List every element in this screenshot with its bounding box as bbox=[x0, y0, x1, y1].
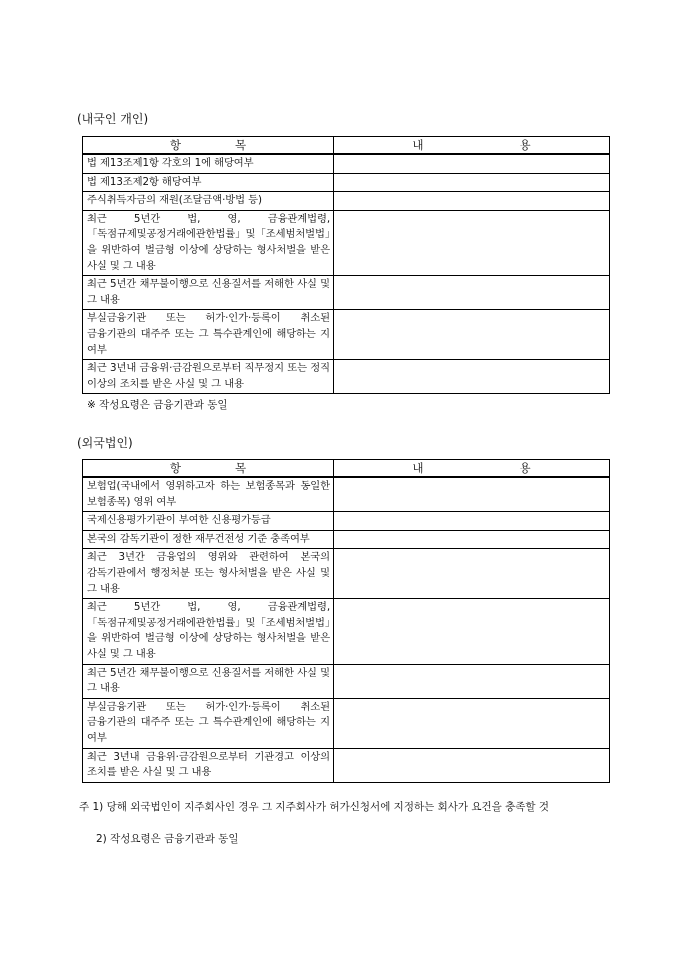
content-column-header bbox=[334, 460, 610, 478]
value-cell[interactable] bbox=[334, 698, 610, 748]
table-row bbox=[83, 310, 610, 360]
value-cell[interactable] bbox=[334, 530, 610, 549]
table-row bbox=[83, 276, 610, 310]
item-column-header bbox=[83, 137, 334, 155]
table-row bbox=[83, 748, 610, 782]
table-row bbox=[83, 154, 610, 173]
header-char: 목 bbox=[235, 138, 247, 152]
table-row bbox=[83, 549, 610, 599]
value-cell[interactable] bbox=[334, 512, 610, 531]
item-cell: 국제신용평가기관이 부여한 신용평가등급 bbox=[83, 512, 334, 531]
item-cell: 법 제13조제2항 해당여부 bbox=[83, 173, 334, 192]
value-cell[interactable] bbox=[334, 599, 610, 664]
header-char: 용 bbox=[519, 461, 531, 475]
item-cell: 최근 5년간 법, 영, 금융관계법령,「독점규제및공정거래에관한법률」및「조세범처벌법」을 위반하여 벌금형 이상에 상당하는 형사처벌을 받은 사실 및 그 내용 bbox=[83, 599, 334, 664]
table-row bbox=[83, 664, 610, 698]
value-cell[interactable] bbox=[334, 210, 610, 275]
item-cell: 최근 5년간 채무불이행으로 신용질서를 저해한 사실 및 그 내용 bbox=[83, 664, 334, 698]
table-row bbox=[83, 530, 610, 549]
table-row bbox=[83, 360, 610, 394]
table-row bbox=[83, 210, 610, 275]
item-cell: 최근 5년간 법, 영, 금융관계법령,「독점규제및공정거래에관한법률」및「조세범처벌법」을 위반하여 벌금형 이상에 상당하는 형사처벌을 받은 사실 및 그 내용 bbox=[83, 210, 334, 275]
value-cell[interactable] bbox=[334, 664, 610, 698]
foreign-note-2: 2) 작성요령은 금융기관과 동일 bbox=[96, 833, 239, 845]
table-row bbox=[83, 599, 610, 664]
header-char: 목 bbox=[235, 461, 247, 475]
item-cell: 최근 3년내 금융위·금감원으로부터 직무정지 또는 정직 이상의 조치를 받은 사실 및 그 내용 bbox=[83, 360, 334, 394]
value-cell[interactable] bbox=[334, 549, 610, 599]
foreign-section-title: (외국법인) bbox=[77, 436, 133, 450]
item-cell: 최근 3년간 금융업의 영위와 관련하여 본국의 감독기관에서 행정처분 또는 형사처벌을 받은 사실 및 그 내용 bbox=[83, 549, 334, 599]
item-cell: 본국의 감독기관이 정한 재무건전성 기준 충족여부 bbox=[83, 530, 334, 549]
value-cell[interactable] bbox=[334, 477, 610, 512]
header-char: 용 bbox=[519, 138, 531, 152]
header-char: 항 bbox=[169, 138, 181, 152]
domestic-table bbox=[82, 136, 610, 394]
header-char: 내 bbox=[412, 138, 424, 152]
content-column-header bbox=[334, 137, 610, 155]
value-cell[interactable] bbox=[334, 276, 610, 310]
domestic-section-title: (내국인 개인) bbox=[77, 112, 149, 126]
value-cell[interactable] bbox=[334, 173, 610, 192]
value-cell[interactable] bbox=[334, 748, 610, 782]
item-cell: 보험업(국내에서 영위하고자 하는 보험종목과 동일한 보험종목) 영위 여부 bbox=[83, 477, 334, 512]
domestic-note: ※ 작성요령은 금융기관과 동일 bbox=[87, 399, 228, 411]
table-row bbox=[83, 192, 610, 211]
value-cell[interactable] bbox=[334, 192, 610, 211]
item-cell: 부실금융기관 또는 허가·인가·등록이 취소된 금융기관의 대주주 또는 그 특수관계인에 해당하는 지 여부 bbox=[83, 698, 334, 748]
foreign-table bbox=[82, 459, 610, 783]
table-row bbox=[83, 698, 610, 748]
table-row bbox=[83, 477, 610, 512]
header-char: 항 bbox=[169, 461, 181, 475]
item-cell: 법 제13조제1항 각호의 1에 해당여부 bbox=[83, 154, 334, 173]
item-cell: 주식취득자금의 재원(조달금액·방법 등) bbox=[83, 192, 334, 211]
foreign-note-1: 주 1) 당해 외국법인이 지주회사인 경우 그 지주회사가 허가신청서에 지정하는 회사가 요건을 충족할 것 bbox=[79, 801, 550, 813]
value-cell[interactable] bbox=[334, 154, 610, 173]
value-cell[interactable] bbox=[334, 360, 610, 394]
item-column-header bbox=[83, 460, 334, 478]
value-cell[interactable] bbox=[334, 310, 610, 360]
item-cell: 최근 5년간 채무불이행으로 신용질서를 저해한 사실 및 그 내용 bbox=[83, 276, 334, 310]
header-char: 내 bbox=[412, 461, 424, 475]
item-cell: 최근 3년내 금융위·금감원으로부터 기관경고 이상의 조치를 받은 사실 및 그 내용 bbox=[83, 748, 334, 782]
item-cell: 부실금융기관 또는 허가·인가·등록이 취소된 금융기관의 대주주 또는 그 특수관계인에 해당하는 지 여부 bbox=[83, 310, 334, 360]
table-row bbox=[83, 512, 610, 531]
table-row bbox=[83, 173, 610, 192]
